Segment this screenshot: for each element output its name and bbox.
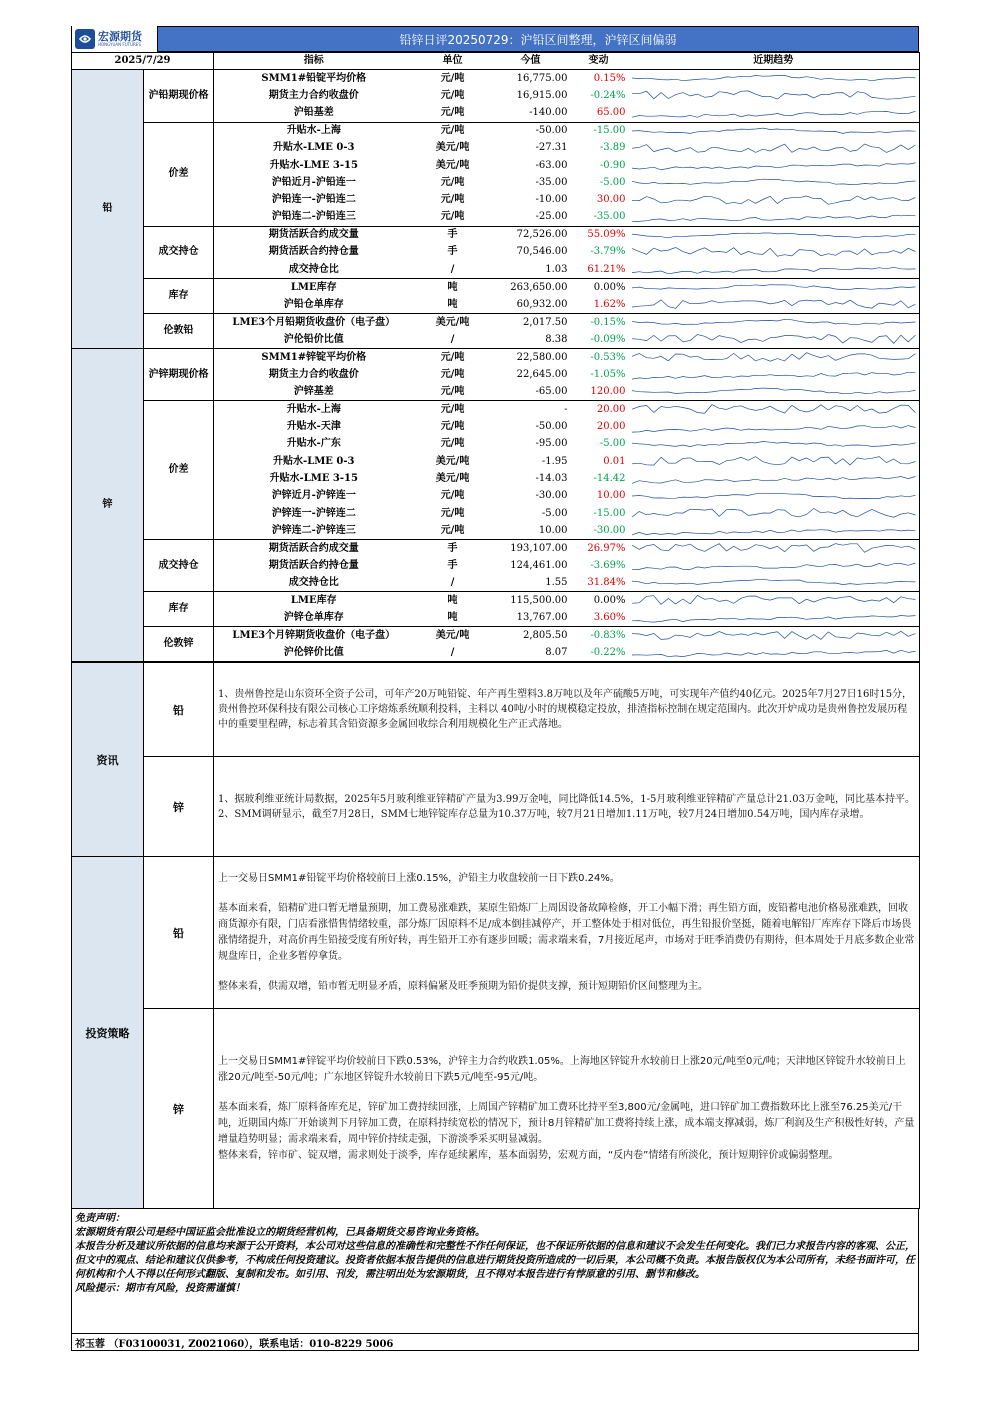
change-value: 3.60% [593,611,626,623]
unit-cell: 元/吨 [440,490,465,502]
trend-sparkline [628,557,920,574]
change-value: -3.89 [599,142,626,154]
today-value: -30.00 [535,490,568,502]
table-row [72,70,920,88]
today-value: - [492,401,570,419]
indicator-name: 沪伦锌价比值 [214,644,414,662]
strategy-zinc-fundamentals: 基本面来看，炼厂原料备库充足，锌矿加工费持续回涨，上周国产锌精矿加工费环比持平至3,800元/金属吨，进口锌矿加工费指数环比上涨至76.25美元/干吨，近期国内炼厂开始谈判下月锌加工费，在原料持续宽松的情况下，预计8月锌精矿加工费将持续上涨，成本端支撑减弱，炼厂利润及生产积极性好转，产量增量趋势明显；需求端来看，周中锌价持续走强，下游淡季采买明显减弱。 [218,1101,915,1145]
col-trend-header: 近期趋势 [628,53,920,70]
news-lead-text: 1、贵州鲁控是山东资环全资子公司，可年产20万吨铅锭、年产再生塑料3.8万吨以及年产硫酸5万吨，可实现年产值约40亿元。2025年7月27日16时15分，贵州鲁控环保科技有限公司核心工序熔炼系统顺利投料，主料以 40吨/小时的规模稳定投放，排渣指标控制在规定范围内。此次开炉成功是贵州鲁控发展历程中的重要里程碑，标志着其含铅资源多金属回收综合利用规模化生产正式落地。 [214,663,920,757]
disclaimer-risk: 风险提示：期市有风险，投资需谨慎！ [75,1283,245,1295]
change-value: 30.00 [596,194,626,206]
col-indicator-header: 指标 [214,53,414,70]
change-value: -0.83% [570,627,628,645]
trend-sparkline [628,279,920,297]
today-value: 16,915.00 [516,89,568,101]
change-value: -5.00 [599,438,626,450]
unit-cell: 手 [414,540,492,558]
unit-cell: 美元/吨 [435,142,470,154]
logo-emblem-icon [75,29,95,49]
trend-sparkline [628,105,920,123]
strategy-lead-block [214,857,920,1009]
unit-cell: 元/吨 [440,507,465,519]
indicator-name: LME3个月铅期货收盘价（电子盘） [214,314,414,332]
unit-cell: 手 [447,559,458,571]
today-value: 8.07 [492,644,570,662]
trend-sparkline [628,349,920,367]
change-value: -0.90 [599,159,626,171]
indicator-name: LME3个月锌期货收盘价（电子盘） [214,627,414,645]
indicator-name: 升贴水-广东 [286,438,341,450]
disclaimer-title: 免责声明： [75,1213,125,1225]
trend-sparkline [628,70,920,88]
today-value: -35.00 [535,176,568,188]
indicator-name: SMM1#铅锭平均价格 [214,70,414,88]
indicator-name: 升贴水-LME 0-3 [273,142,355,154]
unit-cell: 元/吨 [440,211,465,223]
today-value: -25.00 [535,211,568,223]
unit-cell: 元/吨 [440,194,465,206]
change-value: 0.00% [570,279,628,297]
company-logo [72,26,158,52]
change-value: 0.01 [603,455,626,467]
unit-cell: / [450,576,455,588]
unit-cell: 元/吨 [440,107,465,119]
group-label: 库存 [144,592,214,627]
change-value: -0.15% [570,314,628,332]
unit-cell: 吨 [447,611,458,623]
today-value: -14.03 [535,472,568,484]
trend-sparkline [628,627,920,645]
unit-cell: 元/吨 [440,421,465,433]
today-value: -95.00 [535,438,568,450]
section-label: 铅 [72,70,144,349]
change-value: 26.97% [570,540,628,558]
indicator-name: 沪铅连二-沪铅连三 [271,211,356,223]
change-value: -0.53% [570,349,628,367]
group-label: 伦敦铅 [144,314,214,349]
unit-cell: 美元/吨 [435,455,470,467]
unit-cell: / [450,263,455,275]
analyst-contact: 祁玉蓉 （F03100031, Z0021060），联系电话：010-8229 5006 [71,1334,919,1351]
unit-cell: 吨 [414,279,492,297]
indicator-name: 期货主力合约收盘价 [268,368,359,380]
trend-sparkline [628,383,920,401]
today-value: -1.95 [541,455,568,467]
today-value: 124,461.00 [510,559,568,571]
trend-sparkline [628,157,920,174]
group-label: 成交持仓 [144,226,214,278]
indicator-name: 沪铅近月-沪铅连一 [271,176,356,188]
table-row [72,349,920,367]
change-value: -3.79% [590,246,626,258]
section-label: 锌 [72,349,144,662]
table-row [72,226,920,244]
today-value: 115,500.00 [492,592,570,610]
today-value: -140.00 [529,107,568,119]
news-lead-label: 铅 [144,663,214,757]
trend-sparkline [628,244,920,261]
table-row [72,592,920,610]
strategy-zinc-conclusion: 整体来看，锌市矿、锭双增，需求则处于淡季，库存延续累库，基本面弱势，宏观方面，“反内卷”情绪有所淡化，预计短期锌价或偏弱整理。 [218,1149,839,1161]
indicator-name: 期货活跃合约成交量 [214,226,414,244]
today-value: 1.03 [545,263,568,275]
today-value: 193,107.00 [492,540,570,558]
trend-sparkline [628,574,920,592]
unit-cell: 吨 [414,592,492,610]
disclaimer-line-1: 宏源期货有限公司是经中国证监会批准设立的期货经营机构，已具备期货交易咨询业务资格。 [75,1227,485,1239]
indicator-name: 升贴水-LME 3-15 [269,159,358,171]
strategy-lead-label: 铅 [144,857,214,1009]
change-value: -0.24% [590,89,626,101]
table-row [72,627,920,645]
trend-sparkline [628,470,920,487]
unit-cell: 美元/吨 [435,159,470,171]
report-header [71,26,919,52]
logo-subtext: HONGYUAN FUTURES [98,42,141,47]
news-section-label: 资讯 [72,663,144,857]
change-value: -5.00 [599,176,626,188]
news-strategy-table [71,662,920,1209]
report-date: 2025/7/29 [72,53,214,70]
change-value: 20.00 [570,401,628,419]
indicator-name: 升贴水-上海 [214,122,414,140]
change-value: 61.21% [587,263,626,275]
today-value: 16,775.00 [492,70,570,88]
group-label: 成交持仓 [144,540,214,592]
trend-sparkline [628,226,920,244]
indicator-name: SMM1#锌锭平均价格 [214,349,414,367]
change-value: -0.22% [570,644,628,662]
unit-cell: 美元/吨 [414,627,492,645]
trend-sparkline [628,453,920,470]
trend-sparkline [628,209,920,227]
trend-sparkline [628,122,920,140]
indicator-name: 沪铅连一-沪铅连二 [271,194,356,206]
indicator-table [71,52,920,662]
change-value: 1.62% [593,298,626,310]
group-label: 伦敦锌 [144,627,214,662]
unit-cell: 美元/吨 [414,314,492,332]
news-zinc-label: 锌 [144,757,214,857]
today-value: -50.00 [492,122,570,140]
trend-sparkline [628,314,920,332]
table-row [72,314,920,332]
today-value: 10.00 [538,524,568,536]
unit-cell: 元/吨 [440,368,465,380]
table-header-row [72,53,920,70]
trend-sparkline [628,174,920,191]
indicator-name: 沪伦铅价比值 [283,333,344,345]
trend-sparkline [628,87,920,104]
indicator-name: 沪锌连二-沪锌连三 [271,524,356,536]
today-value: 13,767.00 [516,611,568,623]
unit-cell: 元/吨 [440,438,465,450]
group-label: 库存 [144,279,214,314]
change-value: -1.05% [590,368,626,380]
indicator-name: 升贴水-天津 [286,421,341,433]
trend-sparkline [628,505,920,522]
unit-cell: 手 [447,246,458,258]
unit-cell: 元/吨 [440,524,465,536]
strategy-lead-conclusion: 整体来看，供需双增，铅市暂无明显矛盾，原料偏紧及旺季预期为铅价提供支撑，预计短期铅价区间整理为主。 [218,980,708,992]
indicator-name: 沪锌仓单库存 [283,611,344,623]
today-value: 8.38 [545,333,568,345]
table-row [72,279,920,297]
unit-cell: 元/吨 [414,349,492,367]
indicator-name: LME库存 [214,592,414,610]
unit-cell: 手 [414,226,492,244]
trend-sparkline [628,401,920,419]
table-row [72,122,920,140]
change-value: 0.15% [570,70,628,88]
logo-text: 宏源期货 [98,30,142,43]
strategy-lead-summary: 上一交易日SMM1#铅锭平均价格较前日上涨0.15%，沪铅主力收盘较前一日下跌0.24%。 [218,872,620,884]
news-zinc-item-1: 1、据玻利维亚统计局数据，2025年5月玻利维亚锌精矿产量为3.99万金吨，同比降低14.5%，1-5月玻利维亚锌精矿产量总计21.03万金吨，同比基本持平。 [218,793,915,805]
indicator-name: LME库存 [214,279,414,297]
indicator-name: 沪锌基差 [293,385,334,397]
indicator-name: 沪锌连一-沪锌连二 [271,507,356,519]
change-value: 120.00 [590,385,626,397]
unit-cell: 美元/吨 [435,472,470,484]
unit-cell: / [450,333,455,345]
col-unit-header: 单位 [414,53,492,70]
disclaimer-line-2: 本报告分析及建议所依据的信息均来源于公开资料，本公司对这些信息的准确性和完整性不作任何保证，也不保证所依据的信息和建议不会发生任何变化。我们已力求报告内容的客观、公正，但文中的观点、结论和建议仅供参考，不构成任何投资建议。投资者依据本报告提供的信息进行期货投资所造成的一切后果，本公司概不负责。本报告版权仅为本公司所有，未经书面许可，任何机构和个人不得以任何形式翻版、复制和发布。如引用、刊发，需注明出处为宏源期货，且不得对本报告进行有悖原意的引用、删节和修改。 [75,1241,915,1281]
news-zinc-block [214,757,920,857]
today-value: -10.00 [535,194,568,206]
trend-sparkline [628,418,920,435]
change-value: 0.00% [570,592,628,610]
indicator-name: 沪铅基差 [293,107,334,119]
today-value: 22,645.00 [516,368,568,380]
trend-sparkline [628,261,920,279]
change-value: -3.69% [590,559,626,571]
change-value: -14.42 [593,472,626,484]
strategy-zinc-label: 锌 [144,1009,214,1209]
report-page [71,26,919,1351]
table-row [72,401,920,419]
change-value: 55.09% [570,226,628,244]
change-value: -0.09% [590,333,626,345]
indicator-name: 成交持仓比 [288,576,339,588]
change-value: -15.00 [593,507,626,519]
strategy-lead-fundamentals: 基本面来看，铅精矿进口暂无增量预期，加工费易涨难跌，某原生铅炼厂上周因设备故障检修，开工小幅下滑；再生铅方面，废铅蓄电池价格易涨难跌，回收商货源亦有限，门店看涨惜售情绪较重，部分炼厂因原料不足/成本倒挂减停产，开工整体处于相对低位，再生铅报价坚挺，随着电解铅厂库库存下降后市场畏涨情绪提升，对高价再生铅接受度有所好转，再生铅开工亦有逐步回暖；需求端来看，7月接近尾声，市场对于旺季消费仍有期待，但本周处于月底多数企业常规盘库日，企业多暂停拿货。 [218,902,915,962]
unit-cell: 元/吨 [440,385,465,397]
news-zinc-item-2: 2、SMM调研显示，截至7月28日，SMM七地锌锭库存总量为10.37万吨，较7月21日增加1.11万吨，较7月24日增加0.54万吨，国内库存录增。 [218,808,870,820]
indicator-name: 升贴水-上海 [214,401,414,419]
today-value: 2,805.50 [492,627,570,645]
today-value: 2,017.50 [492,314,570,332]
unit-cell: 元/吨 [414,401,492,419]
disclaimer [71,1209,919,1334]
unit-cell: 元/吨 [414,122,492,140]
trend-sparkline [628,644,920,662]
strategy-section-label: 投资策略 [72,857,144,1209]
indicator-name: 成交持仓比 [288,263,339,275]
today-value: -50.00 [535,421,568,433]
indicator-name: 升贴水-LME 0-3 [273,455,355,467]
trend-sparkline [628,592,920,610]
today-value: -27.31 [535,142,568,154]
table-row [72,540,920,558]
today-value: 72,526.00 [492,226,570,244]
today-value: -65.00 [535,385,568,397]
change-value: 20.00 [596,421,626,433]
change-value: 10.00 [596,490,626,502]
today-value: 22,580.00 [492,349,570,367]
today-value: -5.00 [541,507,568,519]
change-value: 65.00 [596,107,626,119]
today-value: 60,932.00 [516,298,568,310]
unit-cell: 元/吨 [414,70,492,88]
indicator-name: 期货主力合约收盘价 [268,89,359,101]
trend-sparkline [628,191,920,208]
trend-sparkline [628,296,920,314]
trend-sparkline [628,522,920,540]
trend-sparkline [628,366,920,383]
change-value: -30.00 [593,524,626,536]
trend-sparkline [628,540,920,558]
today-value: -63.00 [535,159,568,171]
trend-sparkline [628,609,920,627]
trend-sparkline [628,140,920,157]
trend-sparkline [628,488,920,505]
strategy-zinc-summary: 上一交易日SMM1#锌锭平均价较前日下跌0.53%，沪锌主力合约收跌1.05%。上海地区锌锭升水较前日上涨20元/吨至0元/吨；天津地区锌锭升水较前日上涨20元/吨至-50元/吨；广东地区锌锭升水较前日下跌5元/吨至-95元/吨。 [218,1055,906,1083]
indicator-name: 期货活跃合约持仓量 [268,246,359,258]
unit-cell: / [414,644,492,662]
unit-cell: 吨 [447,298,458,310]
group-label: 价差 [144,122,214,226]
group-label: 沪锌期现价格 [144,349,214,401]
unit-cell: 元/吨 [440,89,465,101]
trend-sparkline [628,436,920,453]
change-value: -35.00 [593,211,626,223]
change-value: 31.84% [587,576,626,588]
col-change-header: 变动 [570,53,628,70]
indicator-name: 期货活跃合约持仓量 [268,559,359,571]
today-value: 263,650.00 [492,279,570,297]
today-value: 1.55 [545,576,568,588]
report-title: 铅锌日评20250729：沪铅区间整理，沪锌区间偏弱 [399,32,677,47]
col-today-header: 今值 [492,53,570,70]
indicator-name: 沪锌近月-沪锌连一 [271,490,356,502]
unit-cell: 元/吨 [440,176,465,188]
indicator-name: 升贴水-LME 3-15 [269,472,358,484]
indicator-name: 沪铅仓单库存 [283,298,344,310]
indicator-name: 期货活跃合约成交量 [214,540,414,558]
trend-sparkline [628,331,920,349]
group-label: 价差 [144,401,214,540]
strategy-zinc-block [214,1009,920,1209]
today-value: 70,546.00 [516,246,568,258]
group-label: 沪铅期现价格 [144,70,214,122]
change-value: -15.00 [570,122,628,140]
